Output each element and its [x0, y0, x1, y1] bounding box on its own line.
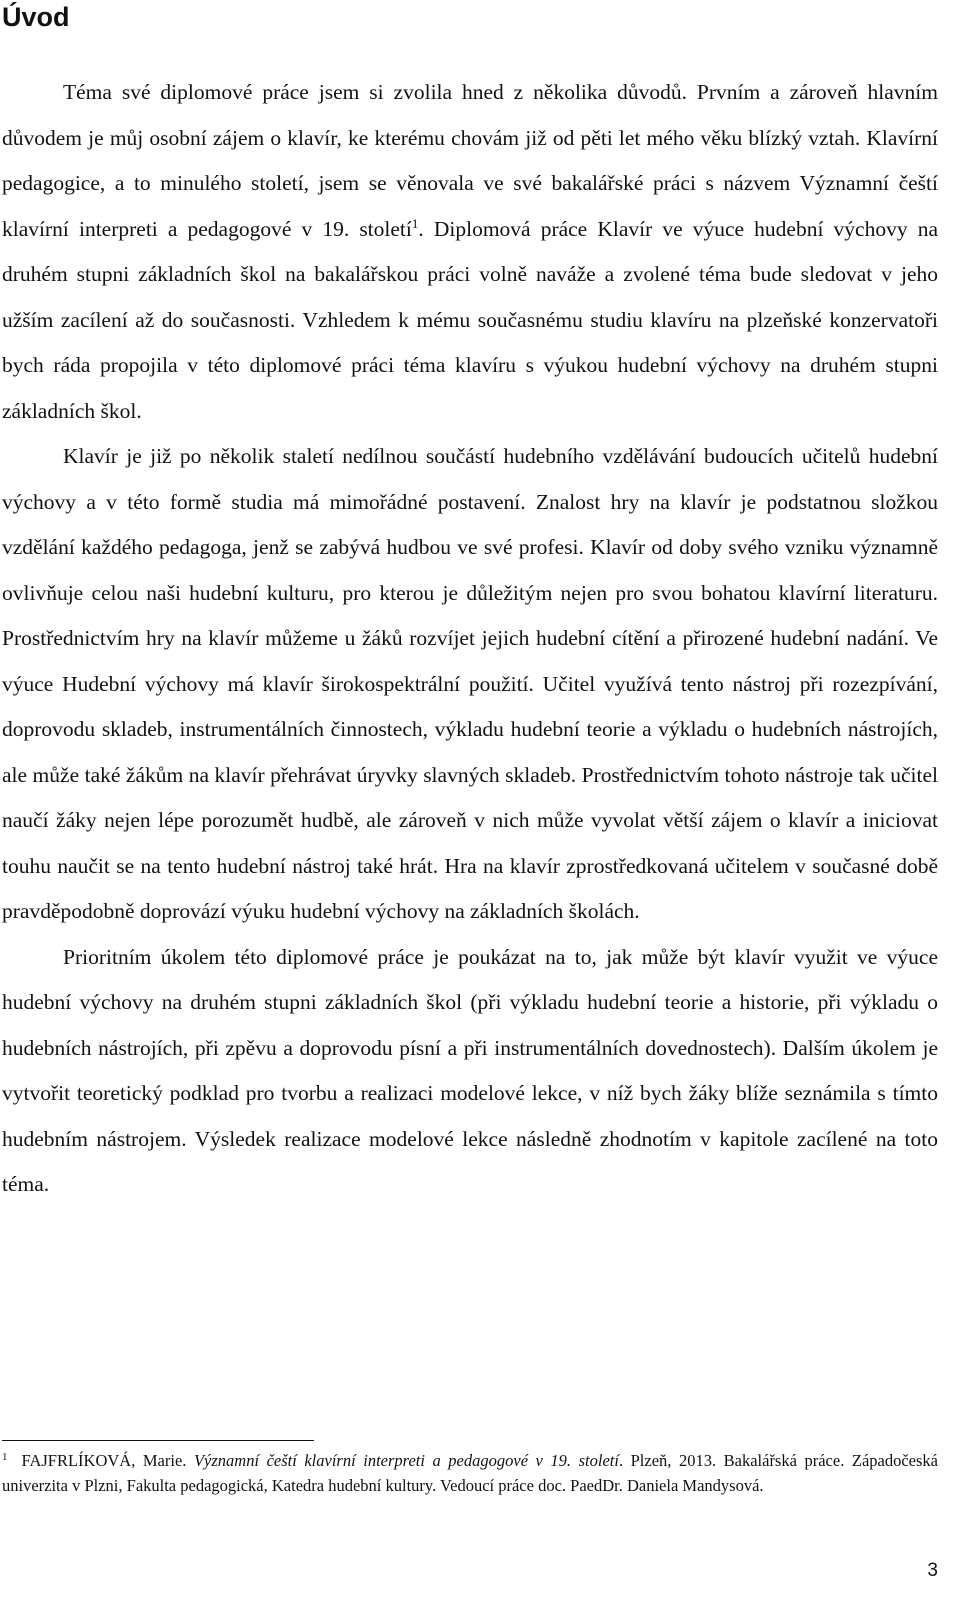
paragraph-1-part-b: . Diplomová práce Klavír ve výuce hudební výchovy na druhém stupni základních škol na bakalářskou práci volně naváže a zvolené téma bude sledovat v jeho užším zacílení až do současnosti. Vzhledem k mému současnému studiu klavíru na plzeňské konzervatoři bych ráda propojila v této diplomové práci téma klavíru s výukou hudební výchovy na druhém stupni základních škol.: [2, 216, 938, 423]
footnote-reference[interactable]: 1: [411, 215, 419, 231]
footnote: [2, 1448, 938, 1498]
paragraph-2: Klavír je již po několik staletí nedílnou součástí hudebního vzdělávání budoucích učitelů hudební výchovy a v této formě studia má mimořádné postavení. Znalost hry na klavír je podstatnou složkou vzdělání každého pedagoga, jenž se zabývá hudbou ve své profesi. Klavír od doby svého vzniku významně ovlivňuje celou naši hudební kulturu, pro kterou je důležitým nejen pro svou bohatou klavírní literaturu. Prostřednictvím hry na klavír můžeme u žáků rozvíjet jejich hudební cítění a přirozené hudební nadání. Ve výuce Hudební výchovy má klavír širokospektrální použití. Učitel využívá tento nástroj při rozezpívání, doprovodu skladeb, instrumentálních činnostech, výkladu hudební teorie a výkladu o hudebních nástrojích, ale může také žákům na klavír přehrávat úryvky slavných skladeb. Prostřednictvím tohoto nástroje tak učitel naučí žáky nejen lépe porozumět hudbě, ale zároveň v nich může vyvolat větší zájem o klavír a iniciovat touhu naučit se na tento hudební nástroj také hrát. Hra na klavír zprostředkovaná učitelem v současné době pravděpodobně doprovází výuku hudební výchovy na základních školách.: [2, 444, 938, 923]
paragraph-1: [2, 70, 938, 434]
paragraph-1-part-a: Téma své diplomové práce jsem si zvolila hned z několika důvodů. Prvním a zároveň hlavním důvodem je můj osobní zájem o klavír, ke kterému chovám již od pěti let mého věku blízký vztah. Klavírní pedagogice, a to minulého století, jsem se věnovala ve své bakalářské práci s názvem Významní čeští klavírní interpreti a pedagogové v 19. století: [2, 80, 938, 241]
page-number: 3: [927, 1560, 938, 1581]
section-heading: Úvod: [2, 2, 70, 32]
footnote-mark: 1: [2, 1450, 8, 1463]
footnote-details: . Plzeň, 2013. Bakalářská práce. Západočeská univerzita v Plzni, Fakulta pedagogická, Katedra hudební kultury. Vedoucí práce doc. PaedDr. Daniela Mandysová.: [2, 1451, 938, 1495]
footnote-divider: [2, 1440, 314, 1441]
paragraph-3: Prioritním úkolem této diplomové práce je poukázat na to, jak může být klavír využit ve výuce hudební výchovy na druhém stupni základních škol (při výkladu hudební teorie a historie, při výkladu o hudebních nástrojích, při zpěvu a doprovodu písní a při instrumentálních dovednostech). Dalším úkolem je vytvořit teoretický podklad pro tvorbu a realizaci modelové lekce, v níž bych žáky blíže seznámila s tímto hudebním nástrojem. Výsledek realizace modelové lekce následně zhodnotím v kapitole zacílené na toto téma.: [2, 944, 938, 1196]
footnote-author: FAJFRLÍKOVÁ, Marie.: [21, 1451, 194, 1470]
footnote-title: Významní čeští klavírní interpreti a pedagogové v 19. století: [193, 1451, 619, 1470]
body-text: [2, 70, 938, 1208]
